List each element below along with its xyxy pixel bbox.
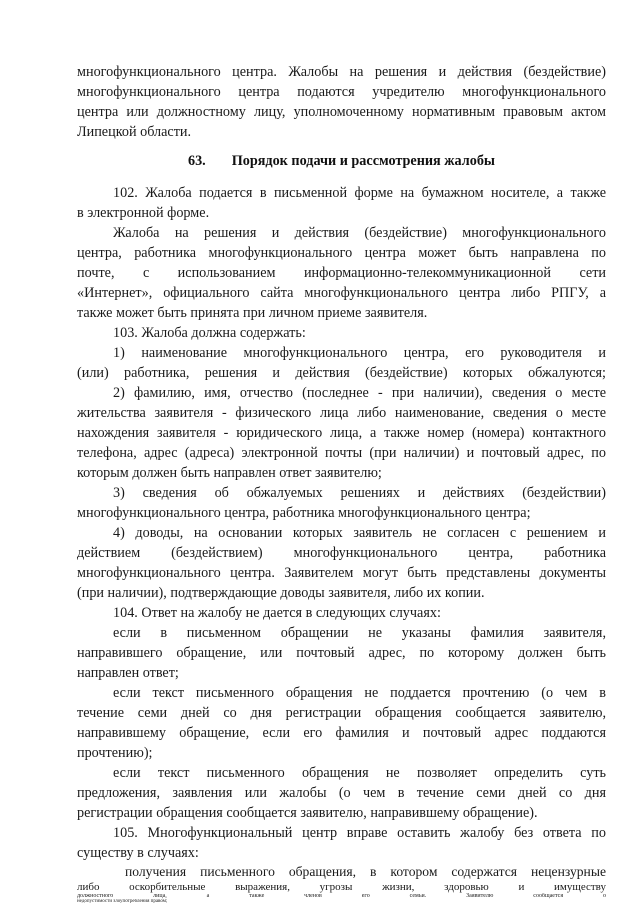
text-line: недопустимости злоупотребления правом;	[77, 899, 168, 904]
section-title: Порядок подачи и рассмотрения жалобы	[231, 153, 496, 169]
text-line: получения письменного обращения, в котором содержатся нецензурные	[125, 864, 606, 879]
text-line: центра или должностному лицу, уполномоченному нормативным правовым актом	[77, 104, 606, 120]
text-line: которым должен быть направлен ответ заявителю;	[77, 465, 382, 481]
paragraph-104: 104. Ответ на жалобу не дается в следующих случаях:	[113, 605, 441, 621]
text-line: действием (бездействием) многофункционального центра, работника	[77, 545, 606, 561]
text-line: многофункционального центра. Жалобы на решения и действия (бездействие)	[77, 64, 606, 80]
list-item-4: 4) доводы, на основании которых заявитель не согласен с решением и	[113, 525, 606, 541]
text-line: телефона, адрес (адреса) электронной почты (при наличии) и почтовый адрес, по	[77, 445, 606, 461]
text-line: если текст письменного обращения не поддается прочтению (о чем в	[113, 685, 606, 701]
text-line: предложения, заявления или жалобы (о чем в течение семи дней со дня	[77, 785, 606, 801]
text-line: прочтению);	[77, 745, 153, 761]
text-line: также может быть принята при личном приеме заявителя.	[77, 305, 428, 321]
text-line: либо оскорбительные выражения, угрозы жизни, здоровью и имуществу	[77, 881, 606, 893]
text-line: Липецкой области.	[77, 124, 192, 140]
section-number: 63.	[187, 153, 206, 169]
text-line: течение семи дней со дня регистрации обращения сообщается заявителю,	[77, 705, 606, 721]
text-line: почте, с использованием информационно-телекоммуникационной сети	[77, 265, 606, 281]
list-item-1: 1) наименование многофункционального центра, его руководителя и	[113, 345, 606, 361]
text-line: направившему обращение, если его фамилия и почтовый адрес поддаются	[77, 725, 606, 741]
text-line: должностного лица, а также членов его семьи. Заявителю сообщается о	[77, 893, 606, 899]
text-line: жительства заявителя - физического лица либо наименование, сведения о месте	[77, 405, 606, 421]
text-line: направившего обращение, или почтовый адрес, по которому должен быть	[77, 645, 606, 661]
paragraph-103: 103. Жалоба должна содержать:	[113, 325, 306, 341]
text-line: направлен ответ;	[77, 665, 179, 681]
text-line: регистрации обращения сообщается заявителю, направившему обращение).	[77, 805, 538, 821]
paragraph-105: 105. Многофункциональный центр вправе оставить жалобу без ответа по	[113, 825, 606, 841]
list-item-3: 3) сведения об обжалуемых решениях и действиях (бездействии)	[113, 485, 606, 501]
text-line: если в письменном обращении не указаны фамилия заявителя,	[113, 625, 606, 641]
text-line: существу в случаях:	[77, 845, 199, 861]
text-line: многофункционального центра подаются учредителю многофункционального	[77, 84, 606, 100]
text-line: (при наличии), подтверждающие доводы заявителя, либо их копии.	[77, 585, 485, 601]
text-line: нахождения заявителя - юридического лица, а также номер (номера) контактного	[77, 425, 606, 441]
text-line: (или) работника, решения и действия (бездействие) которых обжалуются;	[77, 365, 606, 381]
text-line: многофункционального центра, работника многофункционального центра;	[77, 505, 531, 521]
text-line: центра, работника многофункционального центра может быть направлена по	[77, 245, 606, 261]
text-line: «Интернет», официального сайта многофункционального центра либо РПГУ, а	[77, 285, 606, 301]
text-line: в электронной форме.	[77, 205, 210, 221]
section-heading	[77, 150, 606, 172]
text-line: если текст письменного обращения не позволяет определить суть	[113, 765, 606, 781]
text-line: многофункционального центра. Заявителем могут быть представлены документы	[77, 565, 606, 581]
list-item-2: 2) фамилию, имя, отчество (последнее - при наличии), сведения о месте	[113, 385, 606, 401]
paragraph-102: 102. Жалоба подается в письменной форме на бумажном носителе, а также	[113, 185, 606, 201]
text-line: Жалоба на решения и действия (бездействие) многофункционального	[113, 225, 606, 241]
